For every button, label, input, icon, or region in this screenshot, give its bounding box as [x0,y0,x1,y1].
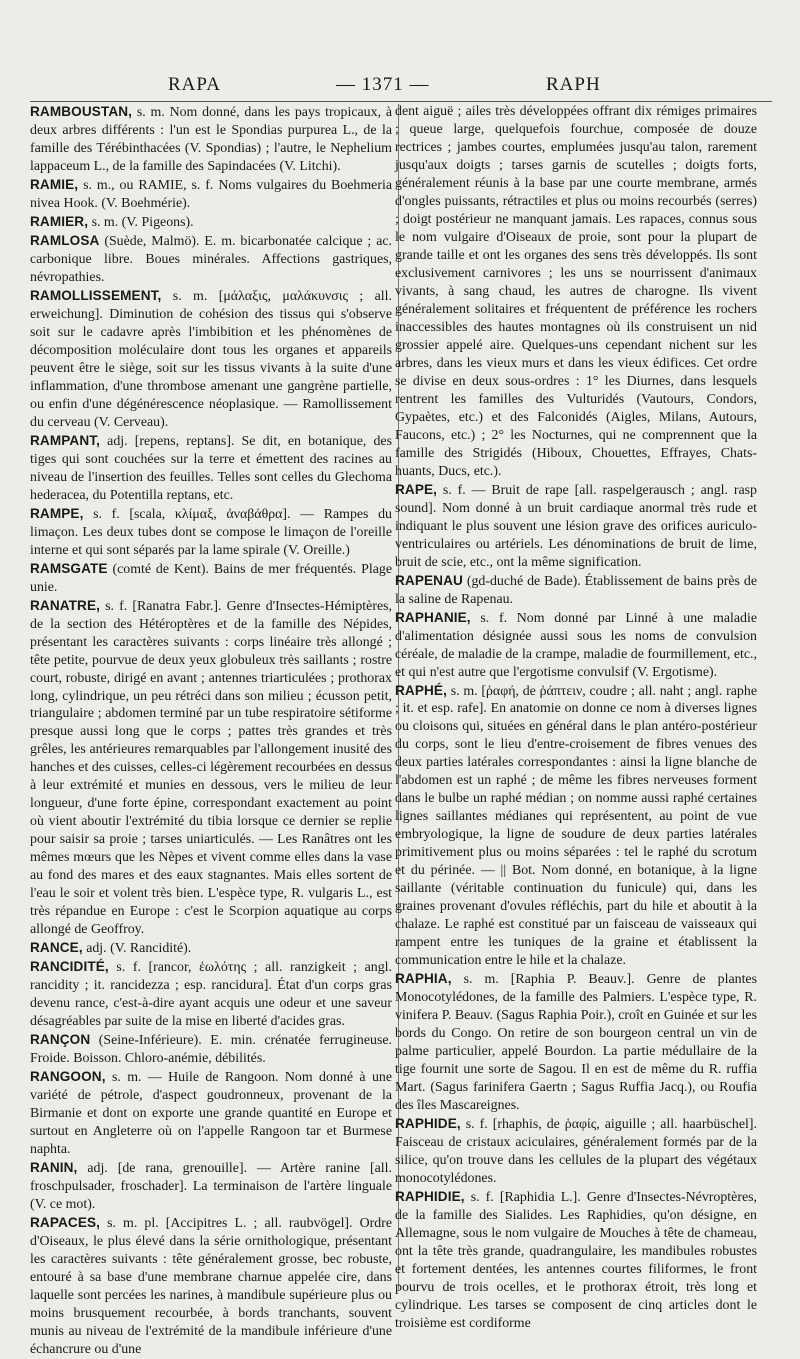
entry-definition: adj. (V. Rancidité). [82,941,192,957]
entry-headword: RANGOON, [30,1069,106,1085]
entry-definition: (gd-duché de Bade). Établissement de bains près de la saline de Rapenau. [395,573,757,607]
dictionary-entry [30,1031,392,1068]
entry-definition: s. m. Nom donné, dans les pays tropicaux, à deux arbres différents : l'un est le Spondias purpurea L., de la famille des Térébinthacées (V. Spondias) ; l'autre, le Nephelium lappaceum L., de la famille des Sapindacées (V. Litchi). [30,105,392,174]
entry-definition: adj. [de rana, grenouille]. — Artère ranine [all. froschpulsader, froschader]. La terminaison de l'artère linguale (V. ce mot). [30,1161,392,1213]
dictionary-entry [30,1214,392,1359]
left-column [30,103,392,1357]
page-number: — 1371 — [336,74,430,95]
entry-headword: RAPHÉ, [395,682,447,698]
entry-headword: RAMIER, [30,213,89,229]
dictionary-entry [30,1159,392,1214]
entry-headword: RAMBOUSTAN, [30,104,133,119]
entry-definition: s. f. [rancor, ἑωλότης ; all. ranzigkeit ; angl. rancidity ; it. rancidezza ; esp. rancidura]. État d'un corps gras devenu rance, c'est-à-dire ayant acquis une odeur et une saveur désagréables par suite de la mise en liberté d'acides gras. [30,960,392,1030]
entry-headword: RAMPE, [30,505,84,521]
entry-definition: s. f. [Ranatra Fabr.]. Genre d'Insectes-Hémiptères, de la section des Hétéroptères et de la famille des Népides, présentant les caractères suivants : corps linéaire très allongé ; tête petite, pourvue de deux yeux globuleux très saillants ; rostre court, robuste, dirigé en avant ; antennes triarticulées ; prothorax long, cylindrique, un peu rétréci dans son milieu ; écusson petit, triangulaire ; abdomen terminé par un tube respiratoire sétiforme presque aussi long que le corps ; pattes très grandes et très grêles, les antérieures remarquables par l'allongement inusité des hanches et des cuisses, celles-ci légèrement recourbées en dessus à leur extrémité et munies en dessous, vers le milieu de leur longueur, d'une forte épine, correspondant exactement au point où vient aboutir l'extrémité du tibia lorsque ce dernier se replie pour saisir sa proie ; tarses uniarticulés. — Les Ranâtres ont les mêmes mœurs que les Nèpes et vivent comme elles dans la vase au fond des mares et des eaux stagnantes. Mais elles sortent de l'eau le soir et volent très bien. L'espèce type, R. vulgaris L., est très répandue en Europe : c'est le Scorpion aquatique au corps allongé de Geoffroy. [30,598,392,938]
dictionary-entry [30,958,392,1031]
entry-definition: s. f. [scala, κλίμαξ, ἀναβάθρα]. — Rampes du limaçon. Les deux tubes dont se compose le limaçon de l'oreille interne et qui sont séparés par la lame spirale (V. Oreille.) [30,506,392,558]
dictionary-entry [395,481,757,572]
dictionary-entry [30,176,392,213]
dictionary-entry [30,505,392,560]
dictionary-entry [30,232,392,287]
dictionary-entry [30,287,392,432]
dictionary-entry [30,1068,392,1159]
dictionary-entry [395,682,757,971]
entry-headword: RAMOLLISSEMENT, [30,287,162,303]
entry-definition: (Suède, Malmö). E. m. bicarbonatée calcique ; ac. carbonique libre. Boues minérales. Affections gastriques, névropathies. [30,233,392,285]
dictionary-entry [30,432,392,505]
dictionary-entry [395,970,757,1115]
entry-definition: s. f. [Raphidia L.]. Genre d'Insectes-Névroptères, de la famille des Sialides. Les Raphidies, qu'on désigne, en Allemagne, sous le nom vulgaire de Mouches à tête de chameau, ont la tête très grande, quadrangulaire, les mandibules robustes et fortement dentées, les antennes courtes filiformes, le front pourvu de trois ocelles, et le prothorax étroit, très long et cylindrique. Les tarses se composent de cinq articles dont le troisième est cordiforme [395,1190,757,1331]
entry-headword: RANIN, [30,1160,78,1176]
entry-definition: (comté de Kent). Bains de mer fréquentés. Plage unie. [30,561,392,595]
entry-headword: RAPHANIE, [395,609,471,625]
header-left-word: RAPA [168,74,221,95]
header-rule [30,101,772,102]
entry-definition: s. m. pl. [Accipitres L. ; all. raubvögel]. Ordre d'Oiseaux, le plus élevé dans la série ornithologique, présentant les caractères suivants : tête généralement grosse, bec robuste, entouré à sa base d'une membrane charnue appelée cire, dans laquelle sont percées les narines, à mandibule supérieure plus ou moins brusquement recourbée, à bords tranchants, souvent munis au niveau de l'extrémité de la mandibule inférieure d'une échancrure ou d'une [30,1216,392,1357]
entry-definition: s. m. [Raphia P. Beauv.]. Genre de plantes Monocotylédones, de la famille des Palmiers. L'espèce type, R. vinifera P. Beauv. (Sagus Raphia Poir.), croît en Guinée et sur les bords du Congo. On retire de son bourgeon central un vin de palme particulier, appelé Bourdon. La partie médullaire de la tige fournit une sorte de Sagou. Il en est de même du R. ruffia Mart. (Sagus farinifera Gaertn ; Sagus Ruffia Jacq.), ou Roufia des îles Mascareignes. [395,972,757,1114]
entry-headword: RAPACES, [30,1215,101,1231]
entry-definition: s. m. [ῥαφή, de ῥάπτειν, coudre ; all. naht ; angl. raphe ; it. et esp. rafe]. En anatomie on donne ce nom à diverses lignes ou cloisons qui, situées en général dans le plan antéro-postérieur du corps, sont le lieu d'entre-croisement de fibres venues des deux parties latérales correspondantes : ainsi la ligne blanche de l'abdomen est un raphé ; de même les fibres nerveuses forment dans le bulbe un raphé médian ; on nomme aussi raphé certaines lignes saillantes médianes qui représentent, au point de vue embryologique, la ligne de soudure de deux parties latérales primitivement plus ou moins séparées : tel le raphé du scrotum et du périnée. — || Bot. Nom donné, en botanique, à la ligne saillante (véritable continuation du funicule) qui, dans les graines provenant d'ovules réfléchis, part du hile et aboutit à la chalaze. Le raphé est constitué par un faisceau de vaisseaux qui rampent entre les tuniques de la graine et établissent la communication entre le hile et la chalaze. [395,683,757,969]
entry-headword: RAPE, [395,481,438,497]
dictionary-entry [395,572,757,609]
dictionary-entry [395,609,757,682]
dictionary-entry [30,597,392,940]
dictionary-entry [395,103,757,481]
running-head [0,74,800,96]
entry-headword: RAPHIA, [395,971,452,987]
entry-definition: s. m. [μάλαξις, μαλάκυνσις ; all. erweichung]. Diminution de cohésion des tissus qui s'observe soit sur le cadavre après l'imbibition et les phénomènes de décomposition moléculaire dont tous les organes et appareils peuvent être le siège, soit sur les tissus vivants à la suite d'une inflammation, d'une thrombose amenant une gangrène partielle, ou enfin d'une dégénérescence néoplasique. — Ramollissement du cerveau (V. Cerveau). [30,288,392,430]
entry-definition: adj. [repens, reptans]. Se dit, en botanique, des tiges qui sont couchées sur la terre et émettent des racines au niveau de l'insertion des feuilles. Telles sont celles du Glechoma hederacea, du Potentilla reptans, etc. [30,433,392,503]
dictionary-entry [30,939,392,958]
dictionary-entry [395,1115,757,1188]
entry-headword: RANÇON [30,1032,91,1048]
entry-headword: RAMIE, [30,176,79,192]
header-right-word: RAPH [546,74,601,95]
entry-headword: RANATRE, [30,597,101,613]
entry-definition: s. f. — Bruit de rape [all. raspelgerausch ; angl. rasp sound]. Nom donné à un bruit cardiaque anormal très rude et indiquant le plus souvent une lésion grave des orifices auriculo-ventriculaires ou artériels. Les dénominations de bruit de lime, bruit de scie, etc., ont la même signification. [395,482,757,570]
entry-definition: s. m. — Huile de Rangoon. Nom donné à une variété de pétrole, d'aspect goudronneux, provenant de la Birmanie et dont on exporte une grande quantité en Europe et surtout en Angleterre où on l'appelle Rangoon tar et Burmese naphta. [30,1070,392,1158]
dictionary-entry [30,103,392,176]
entry-definition: s. m. (V. Pigeons). [88,214,194,230]
entry-headword: RAMLOSA [30,232,100,248]
entry-headword: RANCE, [30,940,83,956]
entry-headword: RAPENAU [395,572,463,588]
entry-headword: RAPHIDIE, [395,1189,465,1205]
entry-definition: s. m., ou RAMIE, s. f. Noms vulgaires du Boehmeria nivea Hook. (V. Boehmérie). [30,177,392,211]
entry-headword: RAMSGATE [30,560,108,576]
entry-definition: (Seine-Inférieure). E. min. crénatée ferrugineuse. Froide. Boisson. Chloro-anémie, débilités. [30,1033,392,1067]
entry-headword: RAPHIDE, [395,1116,461,1132]
entry-definition: s. f. [rhaphis, de ῥαφίς, aiguille ; all. haarbüschel]. Faisceau de cristaux aciculaires, généralement formés par de la silice, qu'on trouve dans les cellules de la plupart des végétaux monocotylédones. [395,1117,757,1187]
entry-definition: s. f. Nom donné par Linné à une maladie d'alimentation désignée aussi sous les noms de convulsion céréale, de maladie de la crampe, maladie de fourmillement, etc., et qui n'est autre que l'ergotisme convulsif (V. Ergotisme). [395,610,757,680]
right-column [395,103,757,1331]
entry-definition: dent aiguë ; ailes très développées offrant dix rémiges primaires ; queue large, quelquefois fourchue, composée de douze rectrices ; jambes courtes, emplumées jusqu'au talon, rarement jusqu'aux doigts ; tarses garnis de scutelles ; doigts forts, généralement réunis à la base par une courte membrane, armés d'ongles puissants, rétractiles et plus ou moins recourbés (serres) ; doigt postérieur ne manquant jamais. Les rapaces, connus sous le nom vulgaire d'Oiseaux de proie, sont pour la plupart de grande taille et ont les organes des sens très développés. Ils sont exclusivement carnivores ; les uns se nourrissent d'animaux vivants, à sang chaud, les autres de charogne. Ils vivent généralement solitaires et fréquentent de préférence les rochers inaccessibles des hautes montagnes où ils construisent un nid grossier appelé aire. Quelques-uns cependant nichent sur les arbres, dans les vieux murs et dans les vieux édifices. Cet ordre se divise en deux sous-ordres : 1° les Diurnes, dans lesquels rentrent les familles des Vulturidés (Vautours, Condors, Gypaètes, etc.) et des Falconidés (Aigles, Milans, Autours, Faucons, etc.) ; 2° les Nocturnes, qui ne comprennent que la famille des Strigidés (Hiboux, Chouettes, Effrayes, Chats-huants, Ducs, etc.). [395,104,757,479]
dictionary-entry [395,1188,757,1333]
entry-headword: RAMPANT, [30,432,101,448]
entry-headword: RANCIDITÉ, [30,959,109,975]
dictionary-entry [30,213,392,232]
dictionary-entry [30,560,392,597]
